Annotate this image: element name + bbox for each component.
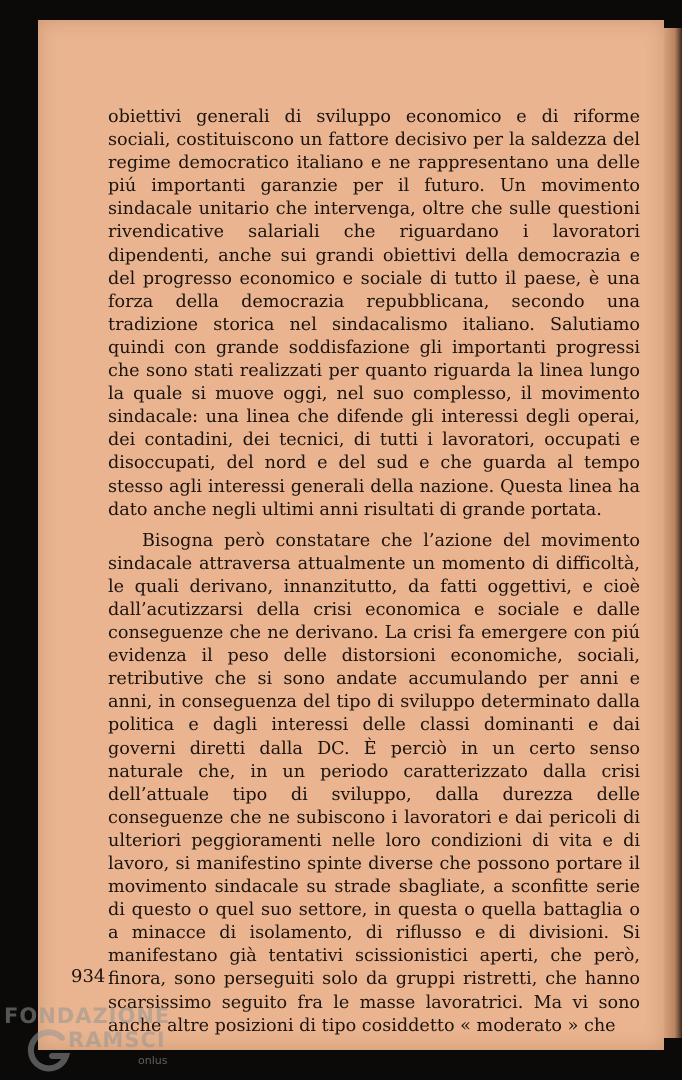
body-text xyxy=(108,106,640,1038)
watermark-line2: RAMSCI xyxy=(68,1028,166,1052)
page-edge xyxy=(664,28,682,1038)
fondazione-gramsci-watermark xyxy=(4,1000,234,1080)
book-page xyxy=(38,20,664,1050)
watermark-sub: onlus xyxy=(138,1054,168,1067)
watermark-line1: FONDAZIONE xyxy=(4,1004,171,1028)
paragraph-continuation: obiettivi generali di sviluppo economico e di riforme sociali, costituiscono un fattore decisivo per la saldezza del regime democratico italiano e ne rappresentano una delle piú importanti garanzie per il futuro. Un movimento sindacale unitario che intervenga, oltre che sulle questioni rivendicative salariali che riguardano i lavoratori dipendenti, anche sui grandi obiettivi della democrazia e del progresso economico e sociale di tutto il paese, è una forza della democrazia repubblicana, secondo una tradizione storica nel sindacalismo italiano. Salutiamo quindi con grande soddisfazione gli importanti progressi che sono stati realizzati per quanto riguarda la linea lungo la quale si muove oggi, nel suo complesso, il movimento sindacale: una linea che difende gli interessi degli operai, dei contadini, dei tecnici, di tutti i lavoratori, occupati e disoccupati, del nord e del sud e che guarda al tempo stesso agli interessi generali della nazione. Questa linea ha dato anche negli ultimi anni risultati di grande portata. xyxy=(108,107,640,520)
gramsci-g-logo-icon xyxy=(26,1026,72,1072)
paragraph-bisogna: Bisogna però constatare che l’azione del movimento sindacale attraversa attualmente un momento di difficoltà, le quali derivano, innanzitutto, da fatti oggettivi, e cioè dall’acutizzarsi della crisi economica e sociale e dalle conseguenze che ne derivano. La crisi fa emergere con piú evidenza il peso delle distorsioni economiche, sociali, retributive che si sono andate accumulando per anni e anni, in conseguenza del tipo di sviluppo determinato dalla politica e dagli interessi delle classi dominanti e dai governi diretti dalla DC. È perciò in un certo senso naturale che, in un periodo caratterizzato dalla crisi dell’attuale tipo di sviluppo, dalla durezza delle conseguenze che ne subiscono i lavoratori e dai pericoli di ulteriori peggioramenti nelle loro condizioni di vita e di lavoro, si manifestino spinte diverse che possono portare il movimento sindacale su strade sbagliate, a sconfitte serie di questo o quel suo settore, in questa o quella battaglia o a minacce di isolamento, di riflusso e di divisioni. Si manifestano già tentativi scissionistici aperti, che però, finora, sono perseguiti solo da gruppi ristretti, che hanno scarsissimo seguito fra le masse lavoratrici. Ma vi sono anche altre posizioni di tipo cosiddetto « moderato » che xyxy=(108,530,640,1036)
page-number: 934 xyxy=(71,966,106,987)
